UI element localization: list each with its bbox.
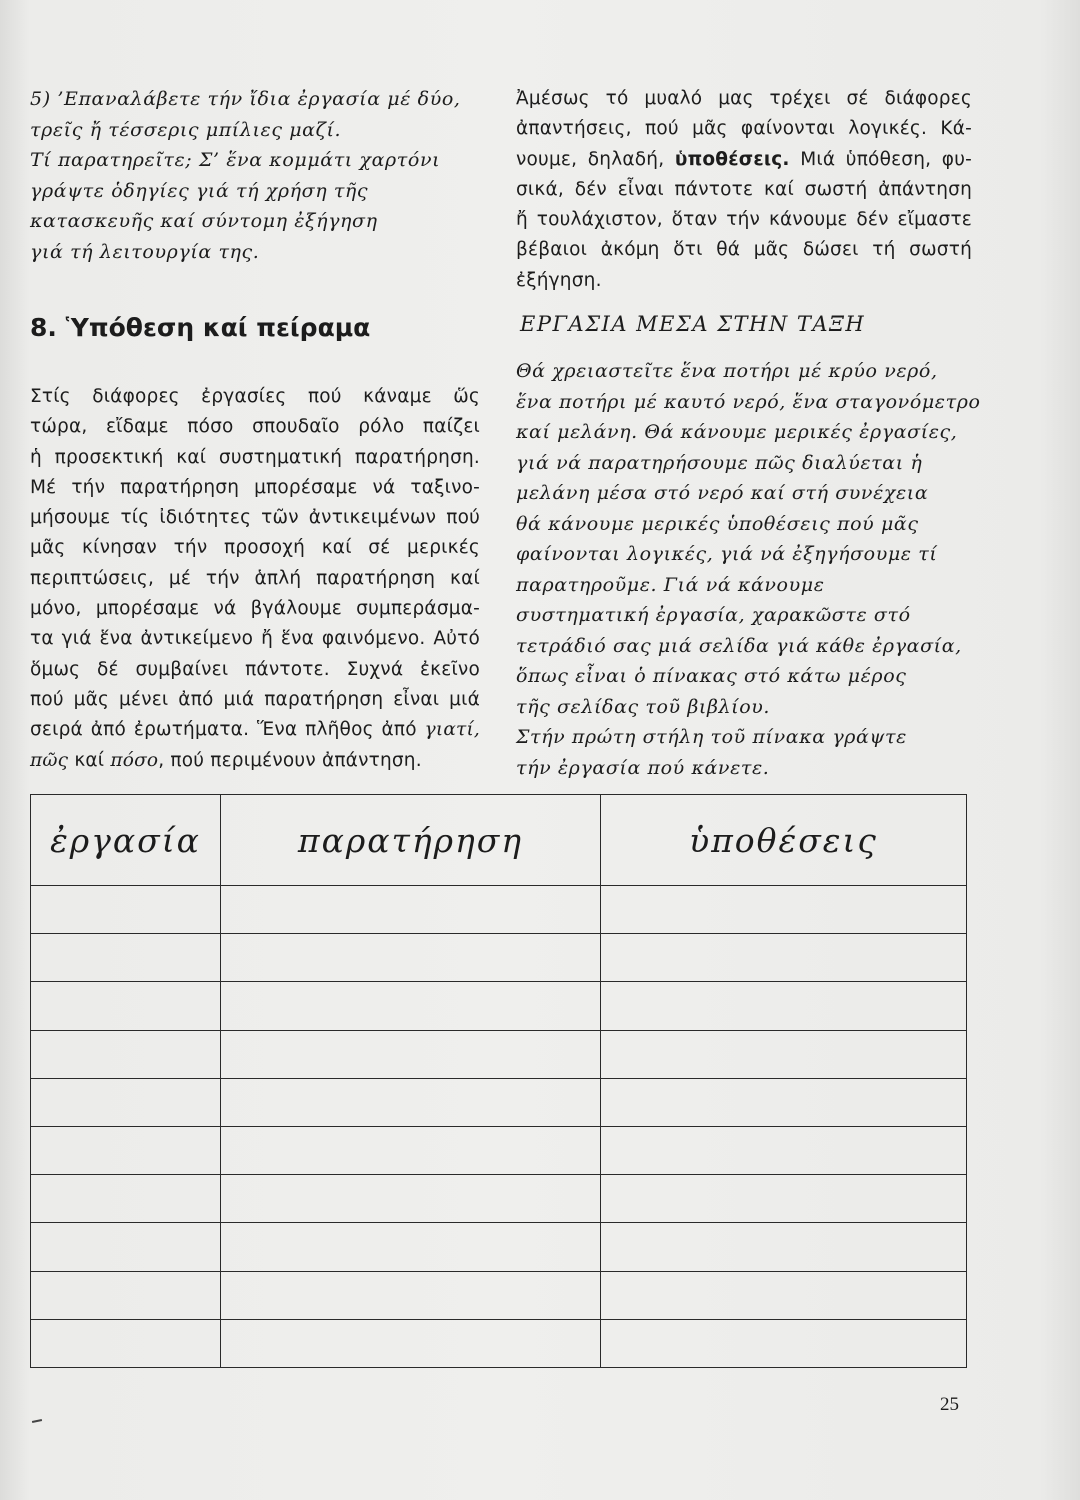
table-row [31, 934, 967, 982]
table-row [31, 1030, 967, 1078]
paragraph-line: περιπτώσεις, μέ τήν ἁπλή παρατήρηση καί [30, 567, 480, 589]
table-cell[interactable] [221, 886, 601, 934]
paragraph-line: τώρα, εἴδαμε πόσο σπουδαῖο ρόλο παίζει [30, 416, 480, 438]
table-cell[interactable] [31, 1126, 221, 1174]
column-header-hypotheses: ὑποθέσεις [601, 795, 967, 886]
table-cell[interactable] [601, 1223, 967, 1271]
table-cell[interactable] [601, 886, 967, 934]
table-cell[interactable] [31, 1175, 221, 1223]
instruction-line: συστηματική ἐργασία, χαρακῶστε στό [516, 604, 911, 626]
table-cell[interactable] [31, 1078, 221, 1126]
paragraph-line: ἐξήγηση. [516, 269, 602, 291]
italic-word: πόσο [110, 749, 159, 771]
paragraph-line: βέβαιοι ἀκόμη ὅτι θά μᾶς δώσει τή σωστή [516, 239, 972, 261]
paragraph-text: Μιά ὑπόθεση, φυ- [800, 148, 972, 170]
paragraph-line: μήσουμε τίς ἰδιότητες τῶν ἀντικειμένων πού [30, 507, 480, 529]
instruction-line: ὅπως εἶναι ὁ πίνακας στό κάτω μέρος [516, 665, 907, 687]
instruction-line: Στήν πρώτη στήλη τοῦ πίνακα γράψτε [516, 726, 907, 748]
paragraph-line: πού μᾶς μένει ἀπό μιά παρατήρηση εἶναι μιά [30, 688, 480, 710]
table-cell[interactable] [221, 1271, 601, 1319]
paragraph-line: Ἀμέσως τό μυαλό μας τρέχει σέ διάφορες [516, 88, 972, 109]
table-row [31, 982, 967, 1030]
paragraph-line: σικά, δέν εἶναι πάντοτε καί σωστή ἀπάντηση [516, 178, 972, 200]
answers-paragraph [516, 84, 972, 296]
worksheet-table-container [30, 794, 966, 1368]
instruction-line: παρατηροῦμε. Γιά νά κάνουμε [516, 573, 825, 596]
paragraph-line: μόνο, μπορέσαμε νά βγάλουμε συμπεράσμα- [30, 598, 480, 620]
paragraph-line: τα γιά ἕνα ἀντικείμενο ἤ ἕνα φαινόμενο. Αὐτό [30, 628, 480, 650]
paragraph-text: πού περιμένουν ἀπάντηση. [170, 749, 422, 771]
paragraph-line-mixed: πῶς καί πόσο, πού περιμένουν ἀπάντηση. [30, 749, 422, 771]
paragraph-line: ὅμως δέ συμβαίνει πάντοτε. Συχνά ἐκεῖνο [30, 658, 480, 680]
bold-term: ὑποθέσεις. [674, 148, 790, 170]
paragraph-text: νουμε, δηλαδή, [516, 148, 665, 170]
exercise-line: 5) ’Επαναλάβετε τήν ἴδια ἐργασία μέ δύο, [30, 88, 461, 110]
table-cell[interactable] [601, 982, 967, 1030]
table-cell[interactable] [221, 1030, 601, 1078]
table-header-row [31, 795, 967, 886]
paragraph-line: ἤ τουλάχιστον, ὅταν τήν κάνουμε δέν εἴμαστε [516, 209, 972, 231]
table-cell[interactable] [31, 1319, 221, 1367]
paragraph-line: Μέ τήν παρατήρηση μπορέσαμε νά ταξινο- [30, 476, 480, 498]
instruction-line: καί μελάνη. Θά κάνουμε μερικές ἐργασίες, [516, 421, 958, 443]
table-cell[interactable] [31, 934, 221, 982]
exercise-5-text [30, 84, 480, 267]
exercise-line: τρεῖς ἤ τέσσερις μπίλιες μαζί. [30, 118, 342, 141]
table-row [31, 886, 967, 934]
table-cell[interactable] [31, 982, 221, 1030]
exercise-line: κατασκευῆς καί σύντομη ἐξήγηση [30, 210, 378, 232]
exercise-line: γιά τή λειτουργία της. [30, 240, 260, 263]
instruction-line: τετράδιό σας μιά σελίδα γιά κάθε ἐργασία, [516, 634, 962, 657]
table-row [31, 1271, 967, 1319]
paragraph-line-mixed [516, 145, 972, 175]
column-header-work: ἐργασία [31, 795, 221, 886]
table-cell[interactable] [221, 1223, 601, 1271]
table-cell[interactable] [601, 1175, 967, 1223]
column-header-observation: παρατήρηση [221, 795, 601, 886]
table-cell[interactable] [601, 1319, 967, 1367]
table-cell[interactable] [221, 1126, 601, 1174]
table-cell[interactable] [221, 934, 601, 982]
page-number: 25 [940, 1394, 959, 1415]
instruction-line: τῆς σελίδας τοῦ βιβλίου. [516, 695, 771, 718]
table-cell[interactable] [221, 1175, 601, 1223]
italic-word: πῶς [30, 749, 69, 771]
margin-mark [32, 1419, 42, 1423]
paragraph-line: ἀπαντήσεις, πού μᾶς φαίνονται λογικές. Κά- [516, 118, 972, 140]
instruction-line: θά κάνουμε μερικές ὑποθέσεις πού μᾶς [516, 512, 919, 535]
exercise-line: Τί παρατηρεῖτε; Σ’ ἕνα κομμάτι χαρτόνι [30, 149, 441, 171]
table-cell[interactable] [601, 1030, 967, 1078]
table-cell[interactable] [221, 1078, 601, 1126]
instruction-line: τήν ἐργασία πού κάνετε. [516, 756, 770, 779]
instruction-line: ἕνα ποτήρι μέ καυτό νερό, ἕνα σταγονόμετρο [516, 390, 981, 413]
instruction-line: φαίνονται λογικές, γιά νά ἐξηγήσουμε τί [516, 543, 938, 565]
classroom-work-title: ΕΡΓΑΣΙΑ ΜΕΣΑ ΣΤΗΝ ΤΑΞΗ [520, 312, 866, 336]
table-cell[interactable] [31, 1223, 221, 1271]
table-cell[interactable] [601, 1078, 967, 1126]
table-row [31, 1223, 967, 1271]
paragraph-line: μᾶς κίνησαν τήν προσοχή καί σέ μερικές [30, 537, 480, 559]
table-row [31, 1126, 967, 1174]
paragraph-text: καί [74, 749, 105, 771]
table-cell[interactable] [601, 1126, 967, 1174]
section-heading: 8. Ὑπόθεση καί πείραμα [30, 313, 371, 342]
table-cell[interactable] [601, 1271, 967, 1319]
paragraph-line-mixed [30, 715, 480, 745]
paragraph-line: ἡ προσεκτική καί συστηματική παρατήρηση. [30, 446, 480, 468]
table-cell[interactable] [601, 934, 967, 982]
hypothesis-paragraph [30, 382, 480, 776]
classroom-work-instructions [516, 356, 981, 783]
table-cell[interactable] [31, 1030, 221, 1078]
instruction-line: γιά νά παρατηρήσουμε πῶς διαλύεται ἡ [516, 451, 923, 474]
table-row [31, 1078, 967, 1126]
instruction-line: Θά χρειαστεῖτε ἕνα ποτήρι μέ κρύο νερό, [516, 360, 938, 382]
table-cell[interactable] [221, 1319, 601, 1367]
worksheet-table [30, 794, 967, 1368]
paragraph-text: σειρά ἀπό ἐρωτήματα. Ἕνα πλῆθος ἀπό [30, 719, 417, 741]
exercise-line: γράψτε ὁδηγίες γιά τή χρήση τῆς [30, 179, 369, 202]
table-cell[interactable] [31, 886, 221, 934]
italic-word: γιατί, [424, 719, 480, 741]
table-cell[interactable] [31, 1271, 221, 1319]
table-cell[interactable] [221, 982, 601, 1030]
instruction-line: μελάνη μέσα στό νερό καί στή συνέχεια [516, 482, 929, 504]
table-row [31, 1175, 967, 1223]
table-row [31, 1319, 967, 1367]
paragraph-line: Στίς διάφορες ἐργασίες πού κάναμε ὥς [30, 386, 480, 407]
